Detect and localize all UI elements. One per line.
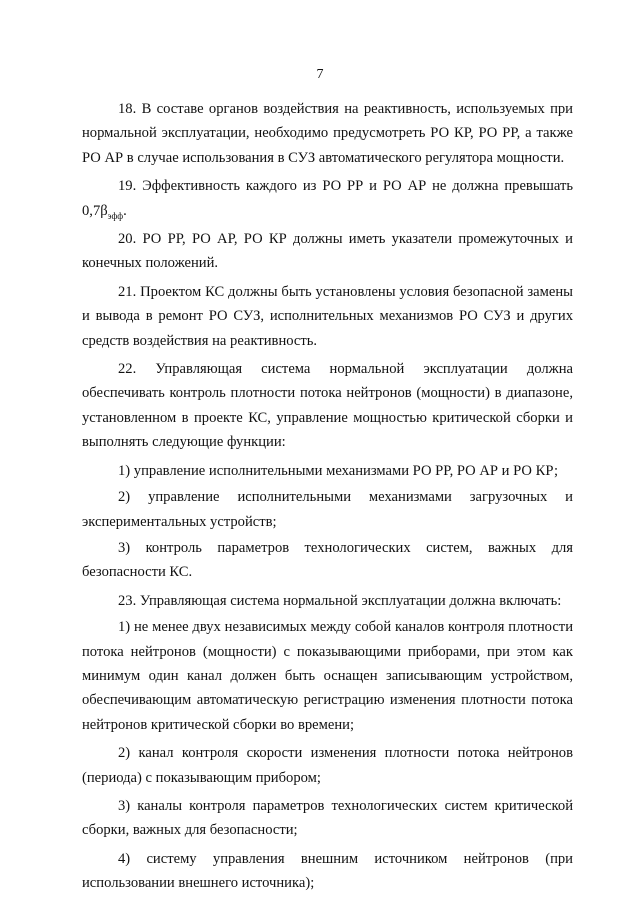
paragraph-19-text: 19. Эффективность каждого из РО РР и РО АР не должна превышать 0,7β — [82, 178, 573, 219]
page-number: 7 — [316, 67, 324, 82]
paragraph-22-item-3: 3) контроль параметров технологических систем, важных для безопасности КС. — [82, 539, 573, 581]
paragraph-23-item-4: 4) систему управления внешним источником нейтронов (при использовании внешнего источника); — [82, 850, 573, 892]
paragraph-19 — [82, 174, 573, 223]
paragraph-22-item-2: 2) управление исполнительными механизмами загрузочных и экспериментальных устройств; — [82, 489, 573, 530]
paragraph-23-item-1: 1) не менее двух независимых между собой каналов контроля плотности потока нейтронов (мощности) с показывающими приборами, при этом как минимум один канал должен быть оснащен записывающим устройством, обеспечивающим автоматическую регистрацию изменения плотности потока нейтронов критической сборки во времени; — [82, 619, 573, 733]
document-body — [82, 97, 573, 898]
paragraph-22: 22. Управляющая система нормальной эксплуатации должна обеспечивать контроль плотности потока нейтронов (мощности) в диапазоне, установленном в проекте КС, управление мощностью критической сборки и выполнять следующие функции: — [82, 361, 573, 451]
paragraph-23-item-2: 2) канал контроля скорости изменения плотности потока нейтронов (периода) с показывающим прибором; — [82, 745, 573, 786]
paragraph-18: 18. В составе органов воздействия на реактивность, используемых при нормальной эксплуатации, необходимо предусмотреть РО КР, РО РР, а также РО АР в случае использования в СУЗ автоматического регулятора мощности. — [82, 101, 573, 166]
paragraph-19-end: . — [123, 202, 127, 219]
paragraph-22-item-1: 1) управление исполнительными механизмами РО РР, РО АР и РО КР; — [118, 462, 559, 479]
paragraph-23: 23. Управляющая система нормальной эксплуатации должна включать: — [118, 592, 562, 609]
paragraph-23-item-3: 3) каналы контроля параметров технологических систем критической сборки, важных для безопасности; — [82, 797, 573, 839]
paragraph-21: 21. Проектом КС должны быть установлены условия безопасной замены и вывода в ремонт РО СУЗ, исполнительных механизмов РО СУЗ и других средств воздействия на реактивность. — [82, 283, 573, 349]
paragraph-20: 20. РО РР, РО АР, РО КР должны иметь указатели промежуточных и конечных положений. — [82, 231, 573, 272]
beta-eff-subscript: эфф — [107, 210, 124, 221]
